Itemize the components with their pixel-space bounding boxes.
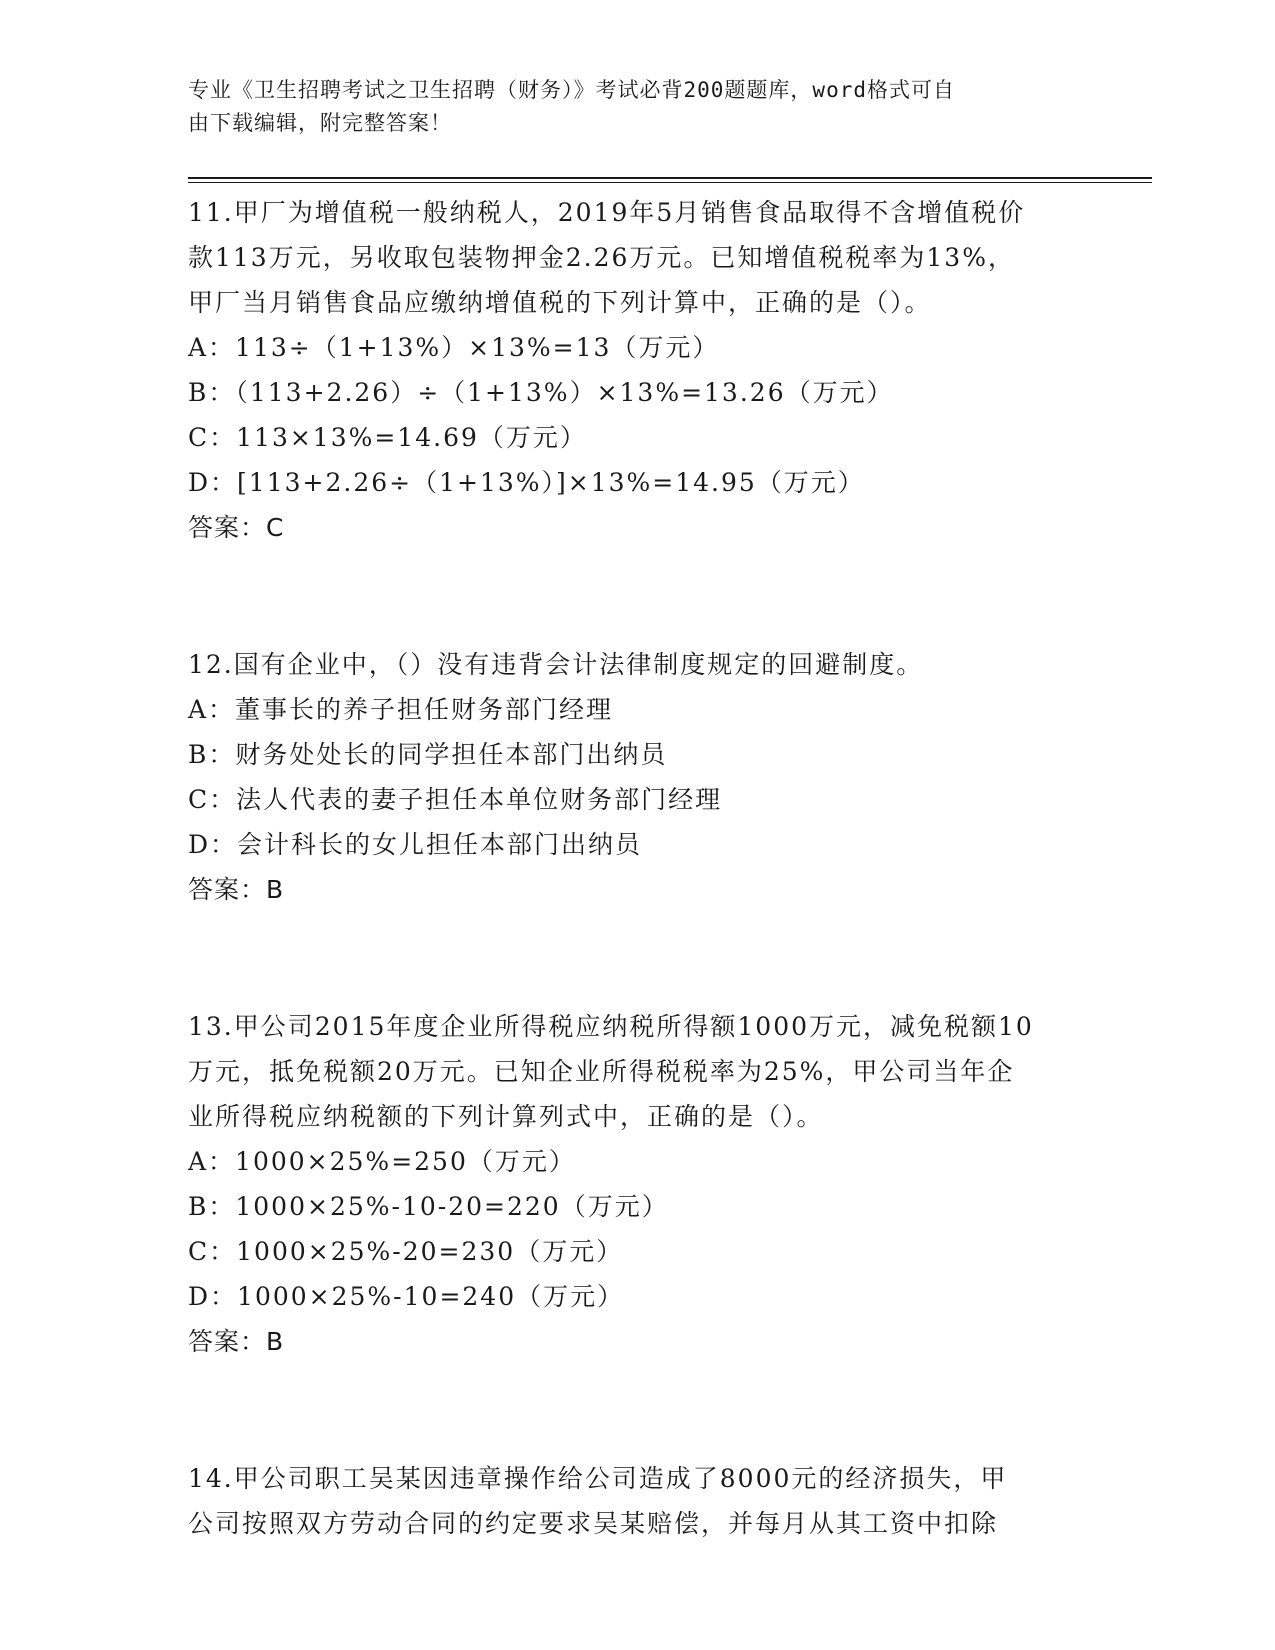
header-divider-bottom <box>188 182 1152 183</box>
answer-option: C：1000×25%-20=230（万元） <box>188 1237 624 1266</box>
question-13 <box>188 1004 1088 1364</box>
question-stem-line: 12.国有企业中，（）没有违背会计法律制度规定的回避制度。 <box>188 650 924 679</box>
answer-option: C：113×13%=14.69（万元） <box>188 423 587 452</box>
answer-key: 答案：B <box>188 875 285 904</box>
header-line-2: 由下载编辑，附完整答案！ <box>188 111 452 135</box>
question-14 <box>188 1456 1088 1546</box>
answer-option: A：1000×25%=250（万元） <box>188 1147 576 1176</box>
answer-option: D：1000×25%-10=240（万元） <box>188 1282 625 1311</box>
answer-option: C：法人代表的妻子担任本单位财务部门经理 <box>188 785 723 814</box>
answer-key: 答案：B <box>188 1327 285 1356</box>
question-stem-line: 款113万元，另收取包装物押金2.26万元。已知增值税税率为13%， <box>188 243 1015 272</box>
answer-key: 答案：C <box>188 513 285 542</box>
header-divider-top <box>188 177 1152 179</box>
header-line-1: 专业《卫生招聘考试之卫生招聘（财务）》考试必背200题题库，word格式可自 <box>188 78 955 102</box>
document-header <box>188 74 1068 140</box>
question-12 <box>188 642 1088 912</box>
question-stem-line: 14.甲公司职工吴某因违章操作给公司造成了8000元的经济损失，甲 <box>188 1464 1008 1493</box>
answer-option: B：1000×25%-10-20=220（万元） <box>188 1192 669 1221</box>
answer-option: D：会计科长的女儿担任本部门出纳员 <box>188 830 643 859</box>
question-stem-line: 业所得税应纳税额的下列计算列式中，正确的是（）。 <box>188 1102 824 1131</box>
question-stem-line: 13.甲公司2015年度企业所得税应纳税所得额1000万元，减免税额10 <box>188 1012 1034 1041</box>
question-spacer <box>188 912 1088 1004</box>
question-11 <box>188 190 1088 550</box>
question-stem-line: 11.甲厂为增值税一般纳税人，2019年5月销售食品取得不含增值税价 <box>188 198 1026 227</box>
question-spacer <box>188 1364 1088 1456</box>
question-stem-line: 甲厂当月销售食品应缴纳增值税的下列计算中，正确的是（）。 <box>188 288 932 317</box>
question-stem-line: 公司按照双方劳动合同的约定要求吴某赔偿，并每月从其工资中扣除 <box>188 1509 999 1538</box>
answer-option: D：[113+2.26÷（1+13%）]×13%=14.95（万元） <box>188 468 865 497</box>
answer-option: B：财务处处长的同学担任本部门出纳员 <box>188 740 668 769</box>
answer-option: A：113÷（1+13%）×13%=13（万元） <box>188 333 720 362</box>
answer-option: A：董事长的养子担任财务部门经理 <box>188 695 614 724</box>
question-list <box>188 190 1088 1546</box>
question-spacer <box>188 550 1088 642</box>
answer-option: B：（113+2.26）÷（1+13%）×13%=13.26（万元） <box>188 378 894 407</box>
question-stem-line: 万元，抵免税额20万元。已知企业所得税税率为25%，甲公司当年企 <box>188 1057 1015 1086</box>
